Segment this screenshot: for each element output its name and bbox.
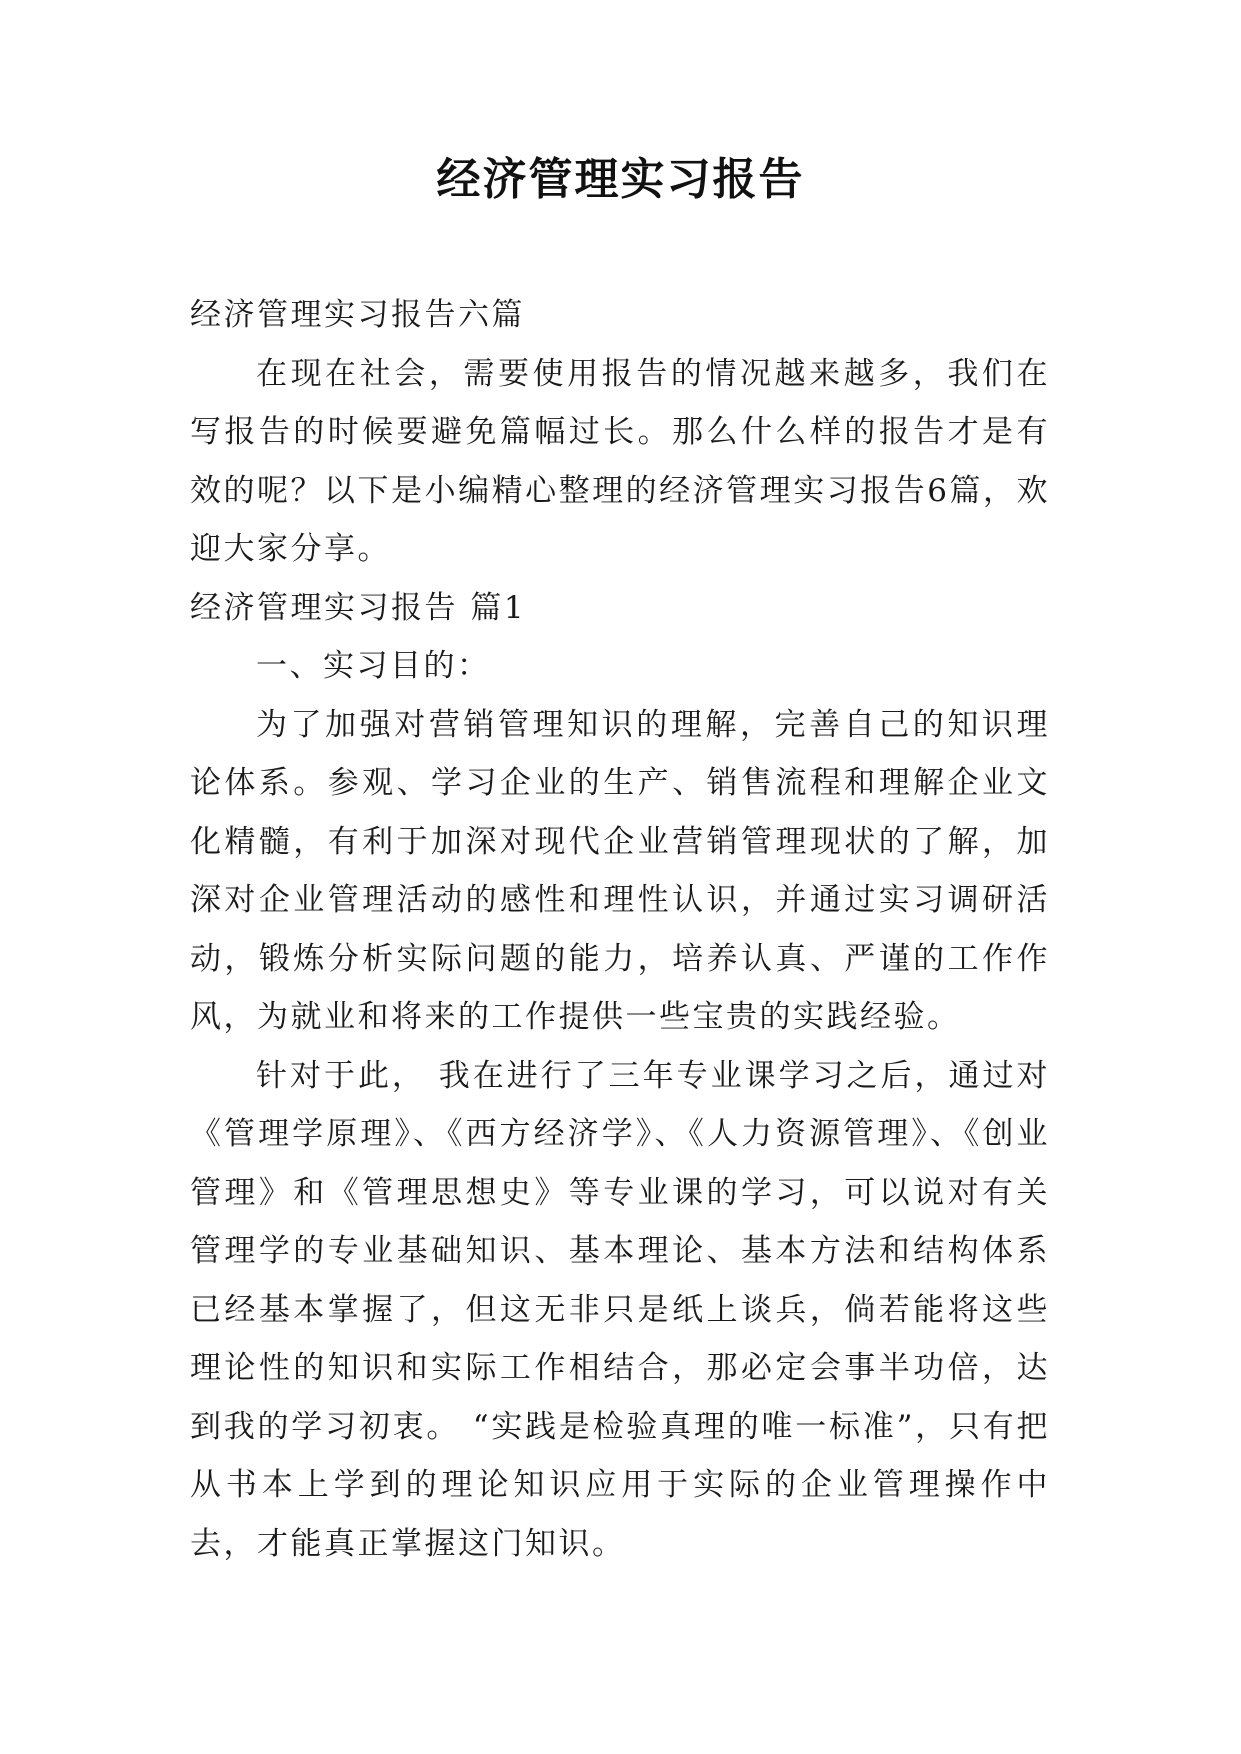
paragraph-purpose: 为了加强对营销管理知识的理解，完善自己的知识理论体系。参观、学习企业的生产、销售流程和理解企业文化精髓，有利于加深对现代企业营销管理现状的了解，加深对企业管理活动的感性和理性认识，并通过实习调研活动，锻炼分析实际问题的能力，培养认真、严谨的工作作风，为就业和将来的工作提供一些宝贵的实践经验。 xyxy=(190,706,1050,1035)
paragraph-section-heading: 经济管理实习报告 篇1 xyxy=(190,589,527,626)
paragraph-intro: 在现在社会，需要使用报告的情况越来越多，我们在写报告的时候要避免篇幅过长。那么什么样的报告才是有效的呢？以下是小编精心整理的经济管理实习报告6篇，欢迎大家分享。 xyxy=(190,355,1050,567)
document-title: 经济管理实习报告 xyxy=(436,154,805,205)
paragraph-purpose-heading: 一、实习目的： xyxy=(256,648,491,684)
document-body xyxy=(190,286,1050,1573)
paragraph-background: 针对于此， 我在进行了三年专业课学习之后，通过对《管理学原理》、《西方经济学》、《人力资源管理》、《创业管理》和《管理思想史》等专业课的学习，可以说对有关管理学的专业基础知识、基本理论、基本方法和结构体系已经基本掌握了，但这无非只是纸上谈兵，倘若能将这些理论性的知识和实际工作相结合，那必定会事半功倍，达到我的学习初衷。 “实践是检验真理的唯一标准”，只有把从书本上学到的理论知识应用于实际的企业管理操作中去，才能真正掌握这门知识。 xyxy=(190,1057,1050,1562)
paragraph-subtitle: 经济管理实习报告六篇 xyxy=(190,297,525,333)
